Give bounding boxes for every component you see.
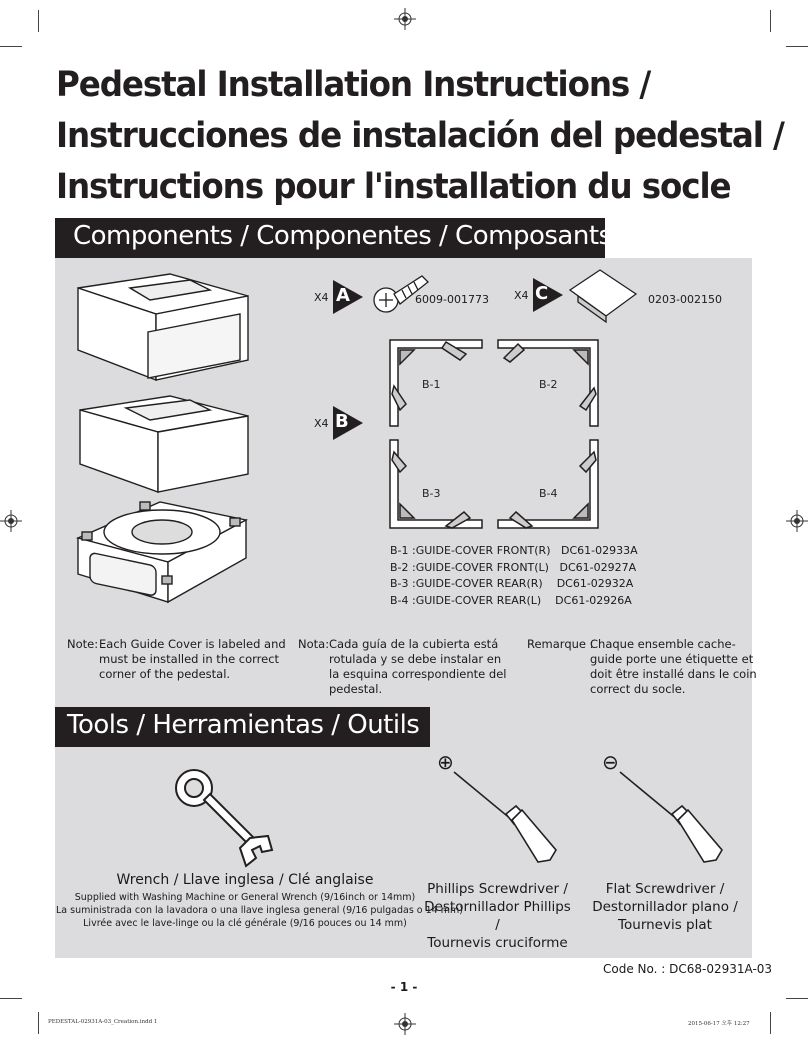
- part-list-row: B-4 :GUIDE-COVER REAR(L) DC61-02926A: [390, 593, 632, 607]
- phillips-label: Phillips Screwdriver / Destornillador Phillips / Tournevis cruciforme: [424, 881, 571, 951]
- title-line-fr: Instructions pour l'installation du socle: [56, 167, 731, 207]
- crop-mark: [0, 46, 22, 47]
- note-label: Nota:: [298, 637, 330, 651]
- components-header: [55, 218, 612, 258]
- tools-header: [55, 707, 430, 747]
- registration-mark-icon: [786, 510, 808, 532]
- crop-mark: [770, 1012, 771, 1034]
- code-number: Code No. : DC68-02931A-03: [603, 962, 773, 976]
- flat-label: Flat Screwdriver / Destornillador plano / Tournevis plat: [592, 881, 738, 933]
- part-list-row: B-1 :GUIDE-COVER FRONT(R) DC61-02933A: [390, 544, 638, 557]
- crop-mark: [786, 46, 808, 47]
- guide-label-b4: B-4: [539, 487, 558, 500]
- crop-mark: [38, 10, 39, 32]
- part-a-qty: X4: [314, 291, 329, 304]
- flat-screwdriver-icon: [616, 770, 726, 866]
- registration-mark-icon: [394, 1013, 416, 1035]
- part-a-letter: A: [336, 285, 350, 306]
- flat-symbol-icon: ⊖: [602, 750, 619, 774]
- part-b-qty: X4: [314, 417, 329, 430]
- registration-mark-icon: [0, 510, 22, 532]
- crop-mark: [0, 998, 22, 999]
- wrench-icon: [172, 766, 276, 870]
- crop-mark: [38, 1012, 39, 1034]
- crop-mark: [770, 10, 771, 32]
- phillips-screwdriver-icon: [450, 770, 560, 866]
- part-c-code: 0203-002150: [648, 293, 722, 306]
- guide-cover-illustration: [386, 336, 602, 532]
- wrench-description: Supplied with Washing Machine or General Wrench (9/16inch or 14mm) La suministrada con la lavadora o una llave inglesa general (9/16 pulgadas o 14 mm) Livrée avec le lave-linge ou la clé générale (9/16 pouces ou 14 mm): [56, 892, 463, 929]
- part-list-row: B-2 :GUIDE-COVER FRONT(L) DC61-02927A: [390, 560, 637, 574]
- part-a-code: 6009-001773: [415, 293, 489, 306]
- components-header-text: Components / Componentes / Composants: [73, 221, 612, 251]
- registration-mark-icon: [394, 8, 416, 30]
- page-number: - 1 -: [390, 980, 418, 994]
- phillips-symbol-icon: ⊕: [437, 750, 454, 774]
- title-line-es: Instrucciones de instalación del pedestal /: [56, 116, 784, 156]
- note-label: Remarque :: [527, 637, 594, 651]
- guide-label-b2: B-2: [539, 378, 558, 391]
- part-b-letter: B: [335, 411, 349, 432]
- part-list: [390, 543, 638, 609]
- part-list-row: B-3 :GUIDE-COVER REAR(R) DC61-02932A: [390, 577, 634, 590]
- note-label: Note:: [67, 637, 99, 651]
- title-line-en: Pedestal Installation Instructions /: [56, 65, 651, 105]
- crop-mark: [786, 998, 808, 999]
- guide-label-b1: B-1: [422, 378, 441, 391]
- label-sheet-icon: [566, 266, 638, 324]
- guide-label-b3: B-3: [422, 487, 441, 500]
- part-c-letter: C: [535, 283, 549, 304]
- wrench-name: Wrench / Llave inglesa / Clé anglaise: [116, 872, 374, 888]
- file-name: PEDESTAL-02931A-03_Creation.indd 1: [48, 1019, 158, 1025]
- part-c-qty: X4: [514, 289, 529, 302]
- page-title: [56, 60, 784, 213]
- tools-header-text: Tools / Herramientas / Outils: [67, 710, 420, 740]
- print-date: 2015-06-17 오후 12:27: [688, 1021, 750, 1027]
- pedestal-illustration: [70, 270, 260, 610]
